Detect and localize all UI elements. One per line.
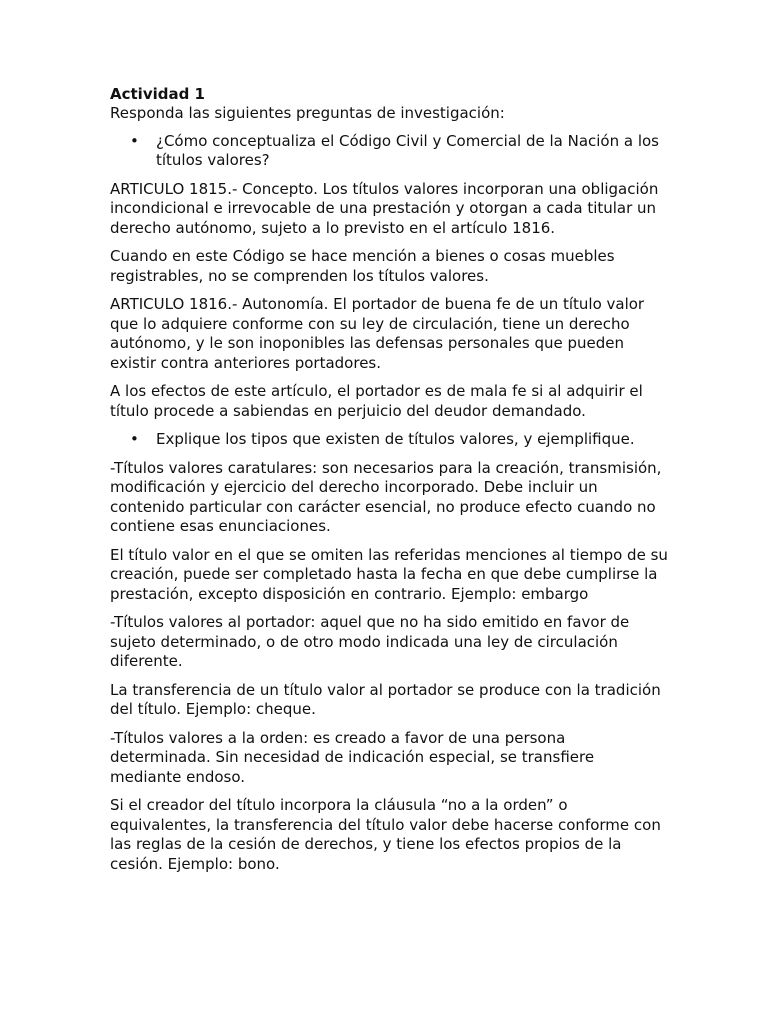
- bullet-icon: •: [130, 131, 139, 150]
- paragraph-article-1815: ARTICULO 1815.- Concepto. Los títulos valores incorporan una obligación incondicional e irrevocable de una prestación y otorgan a cada titular un derecho autónomo, sujeto a lo previsto en el artículo 1816.: [110, 179, 659, 237]
- document-title: Actividad 1: [110, 85, 205, 103]
- intro-text: Responda las siguientes preguntas de investigación:: [110, 104, 505, 122]
- paragraph-transferencia-portador: La transferencia de un título valor al portador se produce con la tradición del título. Ejemplo: cheque.: [110, 680, 661, 718]
- question-list-2: [110, 430, 670, 450]
- paragraph-omision-menciones: El título valor en el que se omiten las referidas menciones al tiempo de su creación, puede ser completado hasta la fecha en que debe cumplirse la prestación, excepto disposición en contrario. Ejemplo: embargo: [110, 545, 668, 603]
- paragraph-article-1816: ARTICULO 1816.- Autonomía. El portador de buena fe de un título valor que lo adquiere conforme con su ley de circulación, tiene un derecho autónomo, y le son inoponibles las defensas personales que pueden existir contra anteriores portadores.: [110, 295, 645, 372]
- question-1-text: ¿Cómo conceptualiza el Código Civil y Comercial de la Nación a los títulos valores?: [156, 131, 659, 169]
- question-list-1: [110, 132, 670, 171]
- bullet-icon: •: [130, 430, 139, 448]
- paragraph-al-portador: -Títulos valores al portador: aquel que no ha sido emitido en favor de sujeto determinado, o de otro modo indicada una ley de circulación diferente.: [110, 613, 630, 670]
- question-2: [110, 430, 670, 450]
- paragraph-mala-fe: A los efectos de este artículo, el portador es de mala fe si al adquirir el título procede a sabiendas en perjuicio del deudor demandado.: [110, 382, 643, 420]
- question-2-text: Explique los tipos que existen de títulos valores, y ejemplifique.: [156, 430, 635, 448]
- question-1: [110, 132, 670, 171]
- document-page: [110, 84, 670, 883]
- paragraph-a-la-orden: -Títulos valores a la orden: es creado a favor de una persona determinada. Sin necesidad de indicación especial, se transfiere mediante endoso.: [110, 728, 595, 786]
- paragraph-registrables: Cuando en este Código se hace mención a bienes o cosas muebles registrables, no se comprenden los títulos valores.: [110, 247, 615, 285]
- paragraph-no-a-la-orden: Si el creador del título incorpora la cláusula “no a la orden” o equivalentes, la transferencia del título valor debe hacerse conforme con las reglas de la cesión de derechos, y tiene los efectos propios de la cesión. Ejemplo: bono.: [110, 796, 661, 873]
- paragraph-caratulares: -Títulos valores caratulares: son necesarios para la creación, transmisión, modificación y ejercicio del derecho incorporado. Debe incluir un contenido particular con carácter esencial, no produce efecto cuando no contiene esas enunciaciones.: [110, 458, 662, 535]
